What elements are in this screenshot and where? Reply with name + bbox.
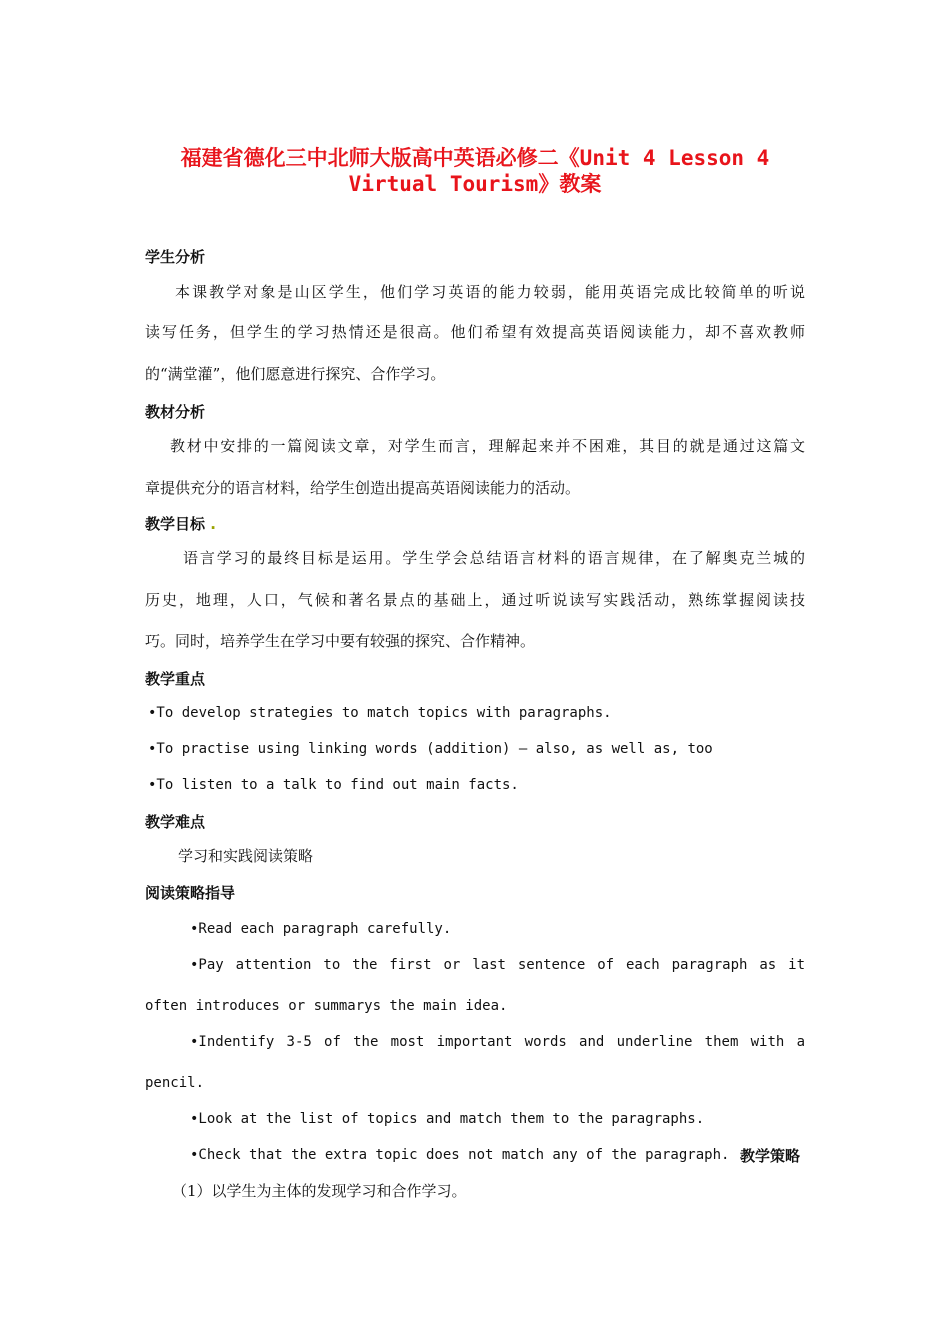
key-points-heading: 教学重点 (145, 670, 206, 688)
student-analysis-heading: 学生分析 (145, 248, 206, 266)
teaching-strategy-item-1: （1）以学生为主体的发现学习和合作学习。 (172, 1182, 467, 1200)
document-title-line-1: 福建省德化三中北师大版高中英语必修二《Unit 4 Lesson 4 (180, 146, 770, 170)
key-point-item-2: •To practise using linking words (addition) – also, as well as, too (148, 741, 713, 757)
student-analysis-line-3: 的“满堂灌”，他们愿意进行探究、合作学习。 (145, 365, 446, 383)
objectives-line-1: 语言学习的最终目标是运用。学生学会总结语言材料的语言规律，在了解奥克兰城的 (183, 549, 805, 567)
material-analysis-line-1: 教材中安排的一篇阅读文章，对学生而言，理解起来并不困难，其目的就是通过这篇文 (170, 437, 805, 455)
material-analysis-line-2: 章提供充分的语言材料，给学生创造出提高英语阅读能力的活动。 (145, 479, 581, 497)
student-analysis-line-1: 本课教学对象是山区学生，他们学习英语的能力较弱，能用英语完成比较简单的听说 (175, 283, 805, 301)
strategy-item-2: •Pay attention to the first or last sentence of each paragraph as it (190, 957, 805, 973)
strategy-item-3: •Indentify 3-5 of the most important words and underline them with a (190, 1034, 805, 1050)
key-point-item-3: •To listen to a talk to find out main facts. (148, 777, 519, 793)
material-analysis-heading: 教材分析 (145, 403, 206, 421)
objectives-heading: 教学目标 (145, 515, 206, 533)
difficulties-heading: 教学难点 (145, 813, 206, 831)
strategy-item-5: •Check that the extra topic does not match any of the paragraph. (190, 1147, 730, 1163)
document-title-line-2: Virtual Tourism》教案 (348, 172, 602, 196)
strategy-item-4: •Look at the list of topics and match them to the paragraphs. (190, 1111, 705, 1127)
objectives-heading-row (145, 513, 216, 534)
objectives-mark: . (210, 515, 216, 533)
objectives-line-2: 历史，地理，人口，气候和著名景点的基础上，通过听说读写实践活动，熟练掌握阅读技 (145, 591, 805, 609)
teaching-strategy-heading: 教学策略 (740, 1147, 801, 1165)
strategy-guide-heading: 阅读策略指导 (145, 884, 236, 902)
strategy-item-2-continued: often introduces or summarys the main idea. (145, 998, 508, 1014)
strategy-item-1: •Read each paragraph carefully. (190, 921, 452, 937)
strategy-item-3-continued: pencil. (145, 1075, 205, 1091)
key-point-item-1: •To develop strategies to match topics with paragraphs. (148, 705, 612, 721)
objectives-line-3: 巧。同时，培养学生在学习中要有较强的探究、合作精神。 (145, 632, 536, 650)
difficulties-text: 学习和实践阅读策略 (178, 847, 314, 865)
student-analysis-line-2: 读写任务，但学生的学习热情还是很高。他们希望有效提高英语阅读能力，却不喜欢教师 (145, 323, 805, 341)
